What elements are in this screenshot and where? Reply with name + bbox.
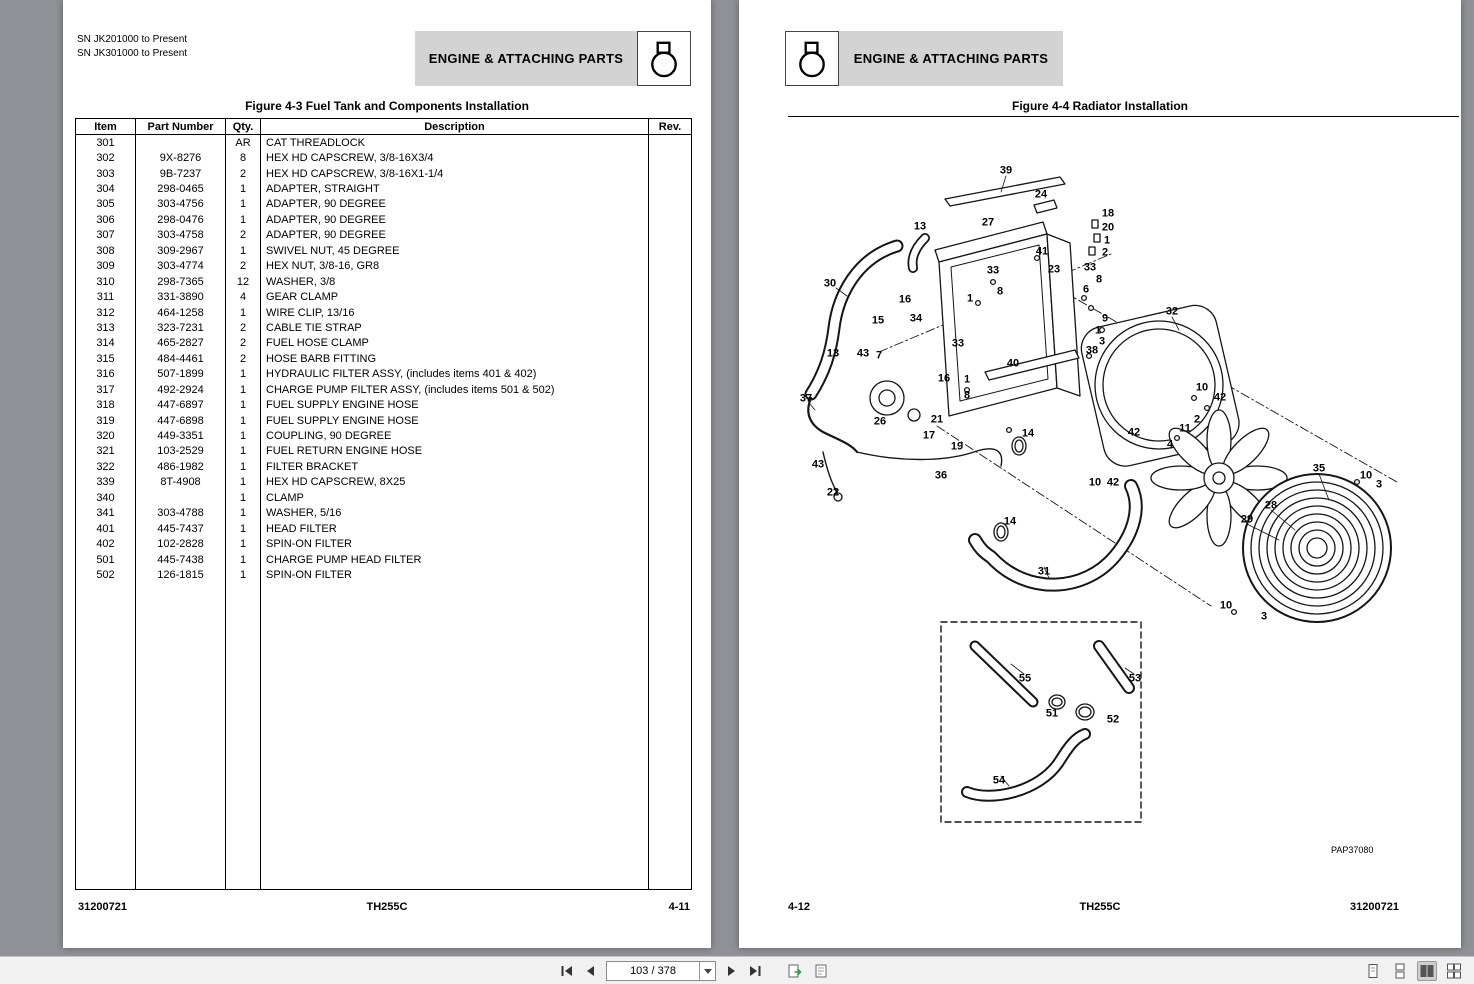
table-cell: 1 xyxy=(226,459,261,474)
table-cell: 310 xyxy=(76,274,136,289)
diagram-callout: 26 xyxy=(873,415,887,428)
table-cell: HEX HD CAPSCREW, 8X25 xyxy=(261,475,649,490)
table-cell: 2 xyxy=(226,320,261,335)
two-page-layout-button[interactable] xyxy=(1417,961,1437,981)
table-cell: GEAR CLAMP xyxy=(261,289,649,304)
table-cell xyxy=(649,459,691,474)
diagram-callout: 21 xyxy=(930,413,944,426)
table-cell xyxy=(649,351,691,366)
table-cell xyxy=(136,135,226,150)
table-cell: 1 xyxy=(226,181,261,196)
table-cell: 304 xyxy=(76,181,136,196)
diagram-callout: 39 xyxy=(999,164,1013,177)
table-cell: FUEL RETURN ENGINE HOSE xyxy=(261,444,649,459)
diagram-callout: 32 xyxy=(1165,305,1179,318)
diagram-callout: 10 xyxy=(1088,476,1102,489)
table-cell xyxy=(649,536,691,551)
diagram-callout: 6 xyxy=(1082,283,1090,296)
table-cell: 302 xyxy=(76,150,136,165)
table-cell: HEAD FILTER xyxy=(261,521,649,536)
diagram-callout: 19 xyxy=(950,440,964,453)
table-cell: 303 xyxy=(76,166,136,181)
table-cell: 1 xyxy=(226,506,261,521)
table-cell xyxy=(649,274,691,289)
table-cell: FUEL SUPPLY ENGINE HOSE xyxy=(261,413,649,428)
table-cell: 317 xyxy=(76,382,136,397)
diagram-callout: 22 xyxy=(826,486,840,499)
table-cell xyxy=(649,367,691,382)
diagram-callout: 13 xyxy=(826,347,840,360)
diagram-callout: 42 xyxy=(1127,426,1141,439)
table-cell: 401 xyxy=(76,521,136,536)
table-cell xyxy=(649,150,691,165)
table-cell: 315 xyxy=(76,351,136,366)
diagram-callout: 31 xyxy=(1037,565,1051,578)
table-cell: 12 xyxy=(226,274,261,289)
serial-number-block xyxy=(77,33,187,61)
table-cell xyxy=(649,428,691,443)
diagram-callout: 1 xyxy=(963,373,971,386)
diagram-callout: 16 xyxy=(937,372,951,385)
table-cell: HEX NUT, 3/8-16, GR8 xyxy=(261,259,649,274)
table-cell: ADAPTER, STRAIGHT xyxy=(261,181,649,196)
table-cell: 8T-4908 xyxy=(136,475,226,490)
table-cell: HEX HD CAPSCREW, 3/8-16X1-1/4 xyxy=(261,166,649,181)
table-cell: 445-7438 xyxy=(136,552,226,567)
page-indicator[interactable] xyxy=(606,961,716,981)
next-page-icon xyxy=(724,964,738,978)
viewer-toolbar xyxy=(0,956,1474,984)
diagram-callout: 52 xyxy=(1106,713,1120,726)
table-cell: 298-0465 xyxy=(136,181,226,196)
table-cell xyxy=(649,567,691,582)
continuous-pages-icon xyxy=(1392,963,1408,979)
single-page-layout-button[interactable] xyxy=(1363,961,1383,981)
diagram-callout: 20 xyxy=(1101,221,1115,234)
diagram-callout: 1 xyxy=(1103,234,1111,247)
diagram-callout: 54 xyxy=(992,774,1006,787)
diagram-callout: 8 xyxy=(1095,273,1103,286)
table-cell: WASHER, 3/8 xyxy=(261,274,649,289)
previous-page-icon xyxy=(584,964,598,978)
table-cell: 1 xyxy=(226,382,261,397)
diagram-callout: 17 xyxy=(922,429,936,442)
diagram-callout: 30 xyxy=(823,277,837,290)
table-cell: 1 xyxy=(226,428,261,443)
section-banner-title: ENGINE & ATTACHING PARTS xyxy=(839,31,1063,86)
table-cell: 2 xyxy=(226,166,261,181)
last-page-icon xyxy=(748,964,762,978)
table-cell xyxy=(649,289,691,304)
diagram-callout: 1 xyxy=(966,292,974,305)
page-right xyxy=(739,0,1461,948)
table-cell: 303-4788 xyxy=(136,506,226,521)
table-cell: 1 xyxy=(226,397,261,412)
table-cell: 298-0476 xyxy=(136,212,226,227)
parts-table xyxy=(75,118,692,890)
table-cell: 2 xyxy=(226,259,261,274)
column-header: Description xyxy=(261,119,649,135)
last-page-button[interactable] xyxy=(746,962,764,980)
table-cell xyxy=(649,382,691,397)
table-cell: SWIVEL NUT, 45 DEGREE xyxy=(261,243,649,258)
diagram-callout: 33 xyxy=(986,264,1000,277)
table-cell: 507-1899 xyxy=(136,367,226,382)
diagram-callout: 40 xyxy=(1006,357,1020,370)
table-cell: CHARGE PUMP FILTER ASSY, (includes items 501 & 502) xyxy=(261,382,649,397)
table-filler-cell xyxy=(136,583,226,889)
radiator-diagram xyxy=(739,0,1461,948)
table-cell: 306 xyxy=(76,212,136,227)
diagram-callout: 33 xyxy=(1083,261,1097,274)
table-cell: WASHER, 5/16 xyxy=(261,506,649,521)
table-filler-cell xyxy=(76,583,136,889)
table-cell: 316 xyxy=(76,367,136,382)
table-filler-cell xyxy=(226,583,261,889)
single-page-icon xyxy=(1365,963,1381,979)
first-page-button[interactable] xyxy=(558,962,576,980)
table-cell: 1 xyxy=(226,536,261,551)
diagram-callout: 11 xyxy=(1179,422,1191,435)
table-cell: 445-7437 xyxy=(136,521,226,536)
table-cell: 305 xyxy=(76,197,136,212)
table-cell: 340 xyxy=(76,490,136,505)
table-cell: AR xyxy=(226,135,261,150)
table-cell: 301 xyxy=(76,135,136,150)
diagram-callout: 33 xyxy=(951,337,965,350)
table-cell: FUEL HOSE CLAMP xyxy=(261,336,649,351)
table-cell: HYDRAULIC FILTER ASSY, (includes items 401 & 402) xyxy=(261,367,649,382)
table-cell: ADAPTER, 90 DEGREE xyxy=(261,197,649,212)
table-cell: 492-2924 xyxy=(136,382,226,397)
table-cell: 447-6897 xyxy=(136,397,226,412)
table-cell xyxy=(649,397,691,412)
two-page-continuous-layout-button[interactable] xyxy=(1444,961,1464,981)
first-page-icon xyxy=(560,964,574,978)
column-header: Rev. xyxy=(649,119,691,135)
next-page-button[interactable] xyxy=(722,962,740,980)
diagram-callout: 27 xyxy=(981,216,995,229)
table-cell: 126-1815 xyxy=(136,567,226,582)
table-cell: SPIN-ON FILTER xyxy=(261,536,649,551)
diagram-callout: 38 xyxy=(1085,344,1099,357)
diagram-callout: 3 xyxy=(1098,335,1106,348)
footer-doc-number: 31200721 xyxy=(1350,901,1399,913)
view-tool-button-2[interactable] xyxy=(812,962,830,980)
table-cell: 501 xyxy=(76,552,136,567)
diagram-callout: 1 xyxy=(1094,324,1102,337)
table-cell: 303-4774 xyxy=(136,259,226,274)
table-cell xyxy=(649,475,691,490)
diagram-callout: 24 xyxy=(1034,188,1048,201)
table-cell xyxy=(649,506,691,521)
table-cell: 1 xyxy=(226,197,261,212)
table-cell: 486-1982 xyxy=(136,459,226,474)
diagram-callout: 8 xyxy=(963,389,971,402)
diagram-callout: 15 xyxy=(871,314,885,327)
table-cell xyxy=(649,413,691,428)
diagram-callout: 55 xyxy=(1018,672,1032,685)
page-outline-icon xyxy=(813,963,829,979)
figure-title: Figure 4-4 Radiator Installation xyxy=(1011,99,1189,113)
table-cell: 9B-7237 xyxy=(136,166,226,181)
column-header: Part Number xyxy=(136,119,226,135)
table-cell: 464-1258 xyxy=(136,305,226,320)
diagram-callout: 29 xyxy=(1240,513,1254,526)
table-cell: 2 xyxy=(226,351,261,366)
diagram-ref-code: PAP37080 xyxy=(1331,845,1374,855)
table-cell: 323-7231 xyxy=(136,320,226,335)
table-cell: 309-2967 xyxy=(136,243,226,258)
diagram-callout: 16 xyxy=(898,293,912,306)
table-cell: COUPLING, 90 DEGREE xyxy=(261,428,649,443)
table-cell: 4 xyxy=(226,289,261,304)
table-cell: 1 xyxy=(226,521,261,536)
table-cell: 484-4461 xyxy=(136,351,226,366)
page-green-arrow-icon xyxy=(787,963,803,979)
footer-model: TH255C xyxy=(1079,901,1121,913)
table-filler-cell xyxy=(649,583,691,889)
table-cell xyxy=(649,197,691,212)
diagram-callout: 42 xyxy=(1213,391,1227,404)
diagram-callout: 35 xyxy=(1312,462,1326,475)
table-cell: 313 xyxy=(76,320,136,335)
table-cell xyxy=(649,444,691,459)
table-cell: 321 xyxy=(76,444,136,459)
diagram-callout: 2 xyxy=(1193,413,1201,426)
table-cell: 322 xyxy=(76,459,136,474)
table-cell xyxy=(649,305,691,320)
table-cell xyxy=(649,243,691,258)
table-cell xyxy=(649,135,691,150)
diagram-callout: 23 xyxy=(1047,263,1061,276)
chevron-down-icon[interactable] xyxy=(699,962,715,980)
table-cell: 309 xyxy=(76,259,136,274)
table-cell: 298-7365 xyxy=(136,274,226,289)
engine-icon xyxy=(637,31,691,86)
table-cell: 1 xyxy=(226,475,261,490)
table-cell: 447-6898 xyxy=(136,413,226,428)
table-cell xyxy=(136,490,226,505)
diagram-callout: 41 xyxy=(1035,245,1049,258)
table-cell: 1 xyxy=(226,305,261,320)
table-cell: WIRE CLIP, 13/16 xyxy=(261,305,649,320)
table-cell: 1 xyxy=(226,413,261,428)
table-cell: 102-2828 xyxy=(136,536,226,551)
diagram-callout: 14 xyxy=(1021,427,1035,440)
diagram-callout: 3 xyxy=(1375,478,1383,491)
table-cell: 312 xyxy=(76,305,136,320)
table-cell xyxy=(649,166,691,181)
diagram-callout: 8 xyxy=(996,285,1004,298)
table-cell: 8 xyxy=(226,150,261,165)
page-indicator-value[interactable]: 103 / 378 xyxy=(630,965,676,977)
diagram-callout: 10 xyxy=(1219,599,1233,612)
table-cell: 1 xyxy=(226,243,261,258)
diagram-callout: 2 xyxy=(1101,246,1109,259)
table-cell: FUEL SUPPLY ENGINE HOSE xyxy=(261,397,649,412)
table-cell: 308 xyxy=(76,243,136,258)
table-cell: 465-2827 xyxy=(136,336,226,351)
table-cell: HOSE BARB FITTING xyxy=(261,351,649,366)
table-cell: 303-4756 xyxy=(136,197,226,212)
table-cell: 1 xyxy=(226,490,261,505)
table-cell: CLAMP xyxy=(261,490,649,505)
two-page-icon xyxy=(1419,963,1435,979)
table-cell: 341 xyxy=(76,506,136,521)
table-cell xyxy=(649,521,691,536)
table-cell: HEX HD CAPSCREW, 3/8-16X3/4 xyxy=(261,150,649,165)
table-cell: ADAPTER, 90 DEGREE xyxy=(261,228,649,243)
table-cell: 311 xyxy=(76,289,136,304)
diagram-callout: 10 xyxy=(1195,381,1209,394)
table-cell: 502 xyxy=(76,567,136,582)
diagram-callout: 43 xyxy=(811,458,825,471)
page-left xyxy=(63,0,711,948)
table-cell: 449-3351 xyxy=(136,428,226,443)
table-cell: 1 xyxy=(226,212,261,227)
footer-model: TH255C xyxy=(366,901,408,913)
table-cell xyxy=(649,552,691,567)
column-header: Item xyxy=(76,119,136,135)
serial-number-line: SN JK301000 to Present xyxy=(77,48,188,59)
diagram-callout: 28 xyxy=(1264,499,1278,512)
diagram-callout: 53 xyxy=(1128,672,1142,685)
table-cell: CABLE TIE STRAP xyxy=(261,320,649,335)
diagram-callout: 37 xyxy=(799,392,813,405)
previous-page-button[interactable] xyxy=(582,962,600,980)
diagram-callout: 4 xyxy=(1166,438,1174,451)
table-cell: 103-2529 xyxy=(136,444,226,459)
table-cell: 402 xyxy=(76,536,136,551)
table-cell: 1 xyxy=(226,367,261,382)
table-cell: CAT THREADLOCK xyxy=(261,135,649,150)
table-cell xyxy=(649,259,691,274)
diagram-callout: 18 xyxy=(1101,207,1115,220)
section-banner-title: ENGINE & ATTACHING PARTS xyxy=(415,31,637,86)
view-tool-button-1[interactable] xyxy=(786,962,804,980)
table-cell: 9X-8276 xyxy=(136,150,226,165)
table-cell: 1 xyxy=(226,567,261,582)
serial-number-line: SN JK201000 to Present xyxy=(77,34,188,45)
page-layout-controls xyxy=(1363,961,1464,981)
diagram-callout: 43 xyxy=(856,347,870,360)
diagram-callout: 9 xyxy=(1101,312,1109,325)
footer-page-number: 4-11 xyxy=(668,901,690,913)
table-cell: 2 xyxy=(226,228,261,243)
table-cell: 331-3890 xyxy=(136,289,226,304)
table-cell xyxy=(649,320,691,335)
figure-title: Figure 4-3 Fuel Tank and Components Installation xyxy=(245,99,529,113)
table-cell: 314 xyxy=(76,336,136,351)
table-cell: 1 xyxy=(226,444,261,459)
table-cell: 320 xyxy=(76,428,136,443)
column-header: Qty. xyxy=(226,119,261,135)
table-filler-cell xyxy=(261,583,649,889)
table-cell: 318 xyxy=(76,397,136,412)
table-cell: CHARGE PUMP HEAD FILTER xyxy=(261,552,649,567)
table-cell: 307 xyxy=(76,228,136,243)
diagram-callout: 36 xyxy=(934,469,948,482)
table-cell xyxy=(649,490,691,505)
table-cell xyxy=(649,212,691,227)
section-banner xyxy=(415,31,691,86)
footer-doc-number: 31200721 xyxy=(78,901,127,913)
diagram-callout: 10 xyxy=(1359,469,1373,482)
table-cell: 303-4758 xyxy=(136,228,226,243)
diagram-callout: 3 xyxy=(1260,610,1268,623)
table-cell xyxy=(649,228,691,243)
diagram-callout: 51 xyxy=(1045,707,1059,720)
table-cell: 1 xyxy=(226,552,261,567)
table-cell: FILTER BRACKET xyxy=(261,459,649,474)
table-cell: 2 xyxy=(226,336,261,351)
view-tools xyxy=(786,962,830,980)
diagram-callout: 14 xyxy=(1003,515,1017,528)
table-cell xyxy=(649,181,691,196)
table-cell xyxy=(649,336,691,351)
diagram-callout: 42 xyxy=(1106,476,1120,489)
table-cell: 319 xyxy=(76,413,136,428)
two-page-continuous-icon xyxy=(1446,963,1462,979)
table-cell: SPIN-ON FILTER xyxy=(261,567,649,582)
radiator-diagram-drawing xyxy=(739,0,1461,948)
table-cell: ADAPTER, 90 DEGREE xyxy=(261,212,649,227)
continuous-layout-button[interactable] xyxy=(1390,961,1410,981)
table-cell: 339 xyxy=(76,475,136,490)
diagram-callout: 13 xyxy=(913,220,927,233)
page-navigation xyxy=(558,961,830,981)
diagram-callout: 7 xyxy=(875,349,883,362)
diagram-callout: 34 xyxy=(909,312,923,325)
footer-page-number: 4-12 xyxy=(788,901,811,913)
